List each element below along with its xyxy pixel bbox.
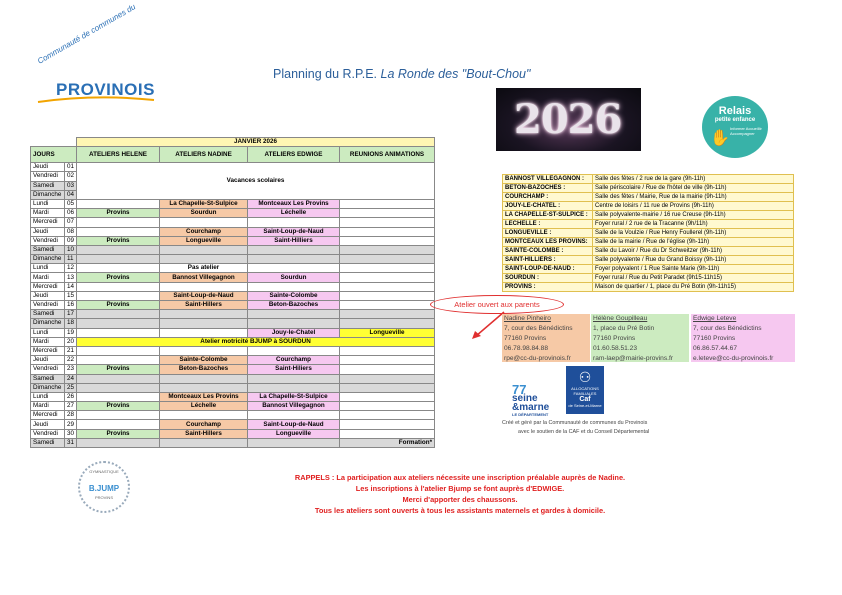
table-row (31, 163, 435, 172)
nadine-cell: Sainte-Colombe (160, 356, 248, 365)
edwige-cell: Saint-Hiliers (248, 365, 340, 374)
table-row (31, 273, 435, 282)
contact-name: Hélène Goupilleau (593, 315, 648, 322)
date-cell: 20 (65, 337, 77, 346)
rappel-line: Les inscriptions à l'atelier Bjump se font auprès d'EDWIGE. (355, 484, 565, 493)
date-cell: 12 (65, 264, 77, 273)
nadine-cell: Saint-Hillers (160, 301, 248, 310)
date-cell: 31 (65, 438, 77, 447)
address-row (503, 220, 794, 229)
helene-cell (77, 383, 160, 392)
reunion-cell (340, 227, 435, 236)
edwige-cell: Sourdun (248, 273, 340, 282)
nadine-cell (160, 374, 248, 383)
contact-edwige (691, 314, 795, 362)
nadine-cell (160, 282, 248, 291)
month-header: JANVIER 2026 (77, 138, 435, 147)
bjump-cell: Atelier motricité BJUMP à SOURDUN (77, 337, 435, 346)
helene-cell: Provins (77, 236, 160, 245)
day-cell: Lundi (31, 199, 65, 208)
header-reunions: REUNIONS ANIMATIONS (340, 147, 435, 163)
table-row (31, 319, 435, 328)
date-cell: 29 (65, 420, 77, 429)
date-cell: 16 (65, 301, 77, 310)
reunion-cell (340, 429, 435, 438)
nadine-cell: Beton-Bazoches (160, 365, 248, 374)
edwige-cell: Saint-Hilliers (248, 236, 340, 245)
day-cell: Mercredi (31, 411, 65, 420)
address-label: SOURDUN : (503, 274, 593, 283)
reunion-cell (340, 273, 435, 282)
day-cell: Jeudi (31, 420, 65, 429)
title-italic: La Ronde des "Bout-Chou" (380, 67, 531, 81)
helene-cell (77, 291, 160, 300)
nadine-cell (160, 319, 248, 328)
day-cell: Vendredi (31, 429, 65, 438)
contact-email[interactable]: ram-laep@mairie-provins.fr (593, 355, 673, 362)
table-row (31, 383, 435, 392)
planning-table (30, 137, 435, 448)
seine-num: 77 (512, 382, 527, 397)
address-row (503, 193, 794, 202)
address-label: SAINTE-COLOMBE : (503, 247, 593, 256)
parents-callout: Atelier ouvert aux parents (430, 295, 564, 314)
reunion-cell: Longueville (340, 328, 435, 337)
nadine-cell: La Chapelle-St-Sulpice (160, 199, 248, 208)
helene-cell (77, 199, 160, 208)
nadine-cell: Courchamp (160, 420, 248, 429)
address-row (503, 256, 794, 265)
address-label: LONGUEVILLE : (503, 229, 593, 238)
table-row (31, 337, 435, 346)
nadine-cell: Courchamp (160, 227, 248, 236)
addresses-table (502, 174, 794, 292)
date-cell: 06 (65, 209, 77, 218)
header-nadine: ATELIERS NADINE (160, 147, 248, 163)
reunion-cell (340, 209, 435, 218)
contact-helene (591, 314, 689, 362)
edwige-cell (248, 374, 340, 383)
reunion-cell (340, 420, 435, 429)
reunion-cell (340, 411, 435, 420)
date-cell: 24 (65, 374, 77, 383)
address-row (503, 238, 794, 247)
day-cell: Samedi (31, 438, 65, 447)
edwige-cell: Léchelle (248, 209, 340, 218)
address-label: SAINT-HILLIERS : (503, 256, 593, 265)
edwige-cell (248, 383, 340, 392)
helene-cell (77, 392, 160, 401)
day-cell: Lundi (31, 328, 65, 337)
reunion-cell (340, 365, 435, 374)
reunion-cell (340, 383, 435, 392)
helene-cell (77, 264, 160, 273)
reunion-cell (340, 374, 435, 383)
day-cell: Vendredi (31, 236, 65, 245)
edwige-cell (248, 346, 340, 355)
seine-et-marne-logo (512, 382, 564, 417)
helene-cell: Provins (77, 209, 160, 218)
caf-l3: de Seine-et-Marne (568, 403, 602, 408)
header-edwige: ATELIERS EDWIGE (248, 147, 340, 163)
bjump-bottom: PROVINS (94, 495, 113, 500)
date-cell: 08 (65, 227, 77, 236)
address-value: Salle du Lavoir / Rue du Dr Schweitzer (9h-11h) (593, 247, 794, 256)
vacances-cell: Vacances scolaires (77, 163, 435, 200)
day-cell: Mardi (31, 209, 65, 218)
date-cell: 13 (65, 273, 77, 282)
contact-addr1: 1, place du Pré Botin (593, 325, 655, 332)
edwige-cell: Saint-Loup-de-Naud (248, 227, 340, 236)
address-label: LA CHAPELLE-ST-SULPICE : (503, 211, 593, 220)
day-cell: Samedi (31, 181, 65, 190)
table-row (31, 356, 435, 365)
day-cell: Vendredi (31, 172, 65, 181)
date-cell: 05 (65, 199, 77, 208)
helene-cell: Provins (77, 365, 160, 374)
edwige-cell (248, 282, 340, 291)
edwige-cell: Longueville (248, 429, 340, 438)
address-value: Foyer rural / Rue du Petit Paradet (9h15-11h15) (593, 274, 794, 283)
nadine-cell: Saint-Loup-de-Naud (160, 291, 248, 300)
day-cell: Mardi (31, 402, 65, 411)
table-row (31, 438, 435, 447)
nadine-cell: Sourdun (160, 209, 248, 218)
date-cell: 07 (65, 218, 77, 227)
address-row (503, 265, 794, 274)
rappels-block (200, 472, 720, 516)
relais-title: Relais (718, 105, 752, 117)
day-cell: Mardi (31, 273, 65, 282)
address-value: Foyer rural / 2 rue de la Tracanne (9h/11h) (593, 220, 794, 229)
nadine-cell: Bannost Villegagnon (160, 273, 248, 282)
contact-phone: 06.78.98.84.88 (504, 345, 548, 352)
address-value: Salle polyvalente-mairie / 16 rue Creuse (9h-11h) (593, 211, 794, 220)
table-row (31, 227, 435, 236)
provinois-logo: PROVINOIS (56, 80, 155, 99)
date-cell: 02 (65, 172, 77, 181)
credit-line2: avec le soutien de la CAF et du Conseil Départemental (518, 429, 650, 435)
relais-subtitle: petite enfance (714, 117, 756, 123)
date-cell: 04 (65, 190, 77, 199)
table-row (31, 291, 435, 300)
date-cell: 21 (65, 346, 77, 355)
reunion-cell (340, 218, 435, 227)
address-label: BETON-BAZOCHES : (503, 184, 593, 193)
table-row (31, 402, 435, 411)
edwige-cell: Sainte-Colombe (248, 291, 340, 300)
reunion-cell (340, 199, 435, 208)
reunion-cell (340, 392, 435, 401)
day-cell: Mercredi (31, 346, 65, 355)
reunion-cell (340, 346, 435, 355)
table-row (31, 209, 435, 218)
helene-cell (77, 319, 160, 328)
date-cell: 17 (65, 310, 77, 319)
date-cell: 23 (65, 365, 77, 374)
contact-addr1: 7, cour des Bénédictins (693, 325, 762, 332)
day-cell: Lundi (31, 264, 65, 273)
seine-sub: LE DÉPARTEMENT (512, 412, 549, 417)
contact-email[interactable]: rpe@cc-du-provinois.fr (504, 355, 571, 362)
logo-swoosh-icon (36, 96, 156, 104)
logo-arc-text: Communauté de communes du (36, 2, 138, 66)
edwige-cell (248, 245, 340, 254)
page-title (273, 67, 530, 81)
reunion-cell (340, 402, 435, 411)
edwige-cell: Beton-Bazoches (248, 301, 340, 310)
reunion-cell (340, 301, 435, 310)
reunion-cell (340, 291, 435, 300)
table-row (31, 411, 435, 420)
helene-cell (77, 255, 160, 264)
day-cell: Dimanche (31, 190, 65, 199)
date-cell: 28 (65, 411, 77, 420)
address-row (503, 202, 794, 211)
nadine-cell (160, 328, 248, 337)
address-label: JOUY-LE-CHATEL : (503, 202, 593, 211)
helene-cell (77, 438, 160, 447)
contact-addr2: 77160 Provins (504, 335, 547, 342)
day-cell: Dimanche (31, 255, 65, 264)
family-icon: ⚇ (578, 369, 592, 385)
day-cell: Dimanche (31, 383, 65, 392)
bjump-main: B.JUMP (88, 484, 120, 493)
date-cell: 09 (65, 236, 77, 245)
day-cell: Mardi (31, 337, 65, 346)
date-cell: 22 (65, 356, 77, 365)
nadine-cell (160, 255, 248, 264)
date-cell: 26 (65, 392, 77, 401)
date-cell: 25 (65, 383, 77, 392)
address-label: LECHELLE : (503, 220, 593, 229)
day-cell: Jeudi (31, 356, 65, 365)
nadine-cell: Léchelle (160, 402, 248, 411)
date-cell: 14 (65, 282, 77, 291)
reunion-cell (340, 319, 435, 328)
seine-l1: seine (512, 393, 538, 404)
contact-email[interactable]: e.leteve@cc-du-provinois.fr (693, 355, 774, 362)
table-row (31, 282, 435, 291)
address-value: Salle polyvalente / Rue du Grand Boissy (9h-11h) (593, 256, 794, 265)
date-cell: 18 (65, 319, 77, 328)
new-year-image (496, 88, 641, 151)
address-row (503, 283, 794, 292)
edwige-cell (248, 264, 340, 273)
contact-phone: 01.60.58.51.23 (593, 345, 637, 352)
edwige-cell (248, 411, 340, 420)
day-cell: Lundi (31, 392, 65, 401)
table-row (31, 199, 435, 208)
bjump-top: GYMNASTIQUE (89, 469, 119, 474)
address-value: Salle de la mairie / Rue de l'église (9h-11h) (593, 238, 794, 247)
nadine-cell: Longueville (160, 236, 248, 245)
helene-cell (77, 420, 160, 429)
day-cell: Dimanche (31, 319, 65, 328)
day-cell: Samedi (31, 374, 65, 383)
rappel-line: Tous les ateliers sont ouverts à tous les assistants maternels et gardes à domicile. (314, 506, 606, 515)
reunion-cell (340, 310, 435, 319)
address-row (503, 274, 794, 283)
edwige-cell (248, 438, 340, 447)
edwige-cell (248, 255, 340, 264)
date-cell: 15 (65, 291, 77, 300)
date-cell: 11 (65, 255, 77, 264)
table-row (31, 328, 435, 337)
contact-addr2: 77160 Provins (593, 335, 636, 342)
nadine-cell (160, 218, 248, 227)
credit-line1: Créé et géré par la Communauté de communes du Provinois (502, 420, 648, 426)
helene-cell (77, 227, 160, 236)
day-cell: Samedi (31, 245, 65, 254)
day-cell: Samedi (31, 310, 65, 319)
edwige-cell (248, 310, 340, 319)
address-value: Salle périscolaire / Rue de l'hôtel de ville (9h-11h) (593, 184, 794, 193)
contact-name: Nadine Pinheiro (504, 315, 551, 322)
table-row (31, 374, 435, 383)
address-value: Maison de quartier / 1, place du Pré Botin (9h-11h15) (593, 283, 794, 292)
address-row (503, 184, 794, 193)
address-label: MONTCEAUX LES PROVINS: (503, 238, 593, 247)
contact-addr2: 77160 Provins (693, 335, 736, 342)
helene-cell: Provins (77, 273, 160, 282)
nadine-cell (160, 310, 248, 319)
helene-cell (77, 245, 160, 254)
reunion-cell (340, 255, 435, 264)
contact-name: Edwige Leteve (693, 315, 737, 322)
helene-cell (77, 356, 160, 365)
title-prefix: Planning du R.P.E. (273, 67, 378, 81)
seine-l2: &marne (512, 402, 550, 413)
helene-cell (77, 218, 160, 227)
address-value: Foyer polyvalent / 1 Rue Sainte Marie (9h-11h) (593, 265, 794, 274)
helene-cell (77, 282, 160, 291)
table-row (31, 310, 435, 319)
edwige-cell (248, 319, 340, 328)
edwige-cell: Jouy-le-Chatel (248, 328, 340, 337)
table-row (31, 392, 435, 401)
table-row (31, 429, 435, 438)
nadine-cell (160, 383, 248, 392)
helene-cell (77, 328, 160, 337)
table-row (31, 236, 435, 245)
day-cell: Jeudi (31, 291, 65, 300)
helene-cell (77, 346, 160, 355)
nadine-cell (160, 245, 248, 254)
edwige-cell: Saint-Loup-de-Naud (248, 420, 340, 429)
table-row (31, 365, 435, 374)
caf-logo (566, 366, 604, 414)
edwige-cell: La Chapelle-St-Sulpice (248, 392, 340, 401)
address-label: COURCHAMP : (503, 193, 593, 202)
relais-tagline: Informer Accueillir Accompagner (730, 126, 762, 136)
address-row (503, 229, 794, 238)
contact-nadine (502, 314, 590, 362)
day-cell: Vendredi (31, 365, 65, 374)
date-cell: 30 (65, 429, 77, 438)
address-label: SAINT-LOUP-DE-NAUD : (503, 265, 593, 274)
bjump-logo (78, 461, 130, 513)
nadine-cell: Montceaux Les Provins (160, 392, 248, 401)
table-row (31, 245, 435, 254)
day-cell: Vendredi (31, 301, 65, 310)
edwige-cell: Montceaux Les Provins (248, 199, 340, 208)
relais-logo (702, 96, 768, 158)
helene-cell (77, 310, 160, 319)
day-cell: Jeudi (31, 163, 65, 172)
nadine-cell (160, 438, 248, 447)
table-row (31, 218, 435, 227)
day-cell: Mercredi (31, 218, 65, 227)
edwige-cell (248, 218, 340, 227)
table-row (31, 255, 435, 264)
date-cell: 27 (65, 402, 77, 411)
address-value: Salle des fêtes / Mairie, Rue de la mairie (9h-11h) (593, 193, 794, 202)
rappel-line: RAPPELS : La participation aux ateliers nécessite une inscription préalable auprès de Nadine. (294, 473, 626, 482)
caf-l2: Caf (579, 396, 591, 403)
helene-cell: Provins (77, 402, 160, 411)
date-cell: 03 (65, 181, 77, 190)
address-value: Salle des fêtes / 2 rue de la gare (9h-11h) (593, 175, 794, 184)
address-row (503, 175, 794, 184)
address-row (503, 211, 794, 220)
caf-l1: ALLOCATIONS FAMILIALES (571, 386, 599, 396)
year-text: 2026 (514, 96, 622, 143)
contact-addr1: 7, cour des Bénédictins (504, 325, 573, 332)
table-row (31, 346, 435, 355)
address-row (503, 247, 794, 256)
nadine-cell (160, 346, 248, 355)
reunion-cell (340, 264, 435, 273)
nadine-cell (160, 411, 248, 420)
contact-phone: 06.86.57.44.67 (693, 345, 737, 352)
reunion-cell (340, 282, 435, 291)
hand-icon: ✋ (710, 130, 730, 147)
header-helene: ATELIERS HELENE (77, 147, 160, 163)
address-value: Salle de la Voulzie / Rue Henry Foullerel (9h-11h) (593, 229, 794, 238)
date-cell: 19 (65, 328, 77, 337)
helene-cell: Provins (77, 301, 160, 310)
helene-cell: Provins (77, 429, 160, 438)
table-row (31, 301, 435, 310)
helene-cell (77, 411, 160, 420)
address-value: Centre de loisirs / 11 rue de Provins (9h-11h) (593, 202, 794, 211)
header-jours: JOURS (31, 147, 77, 163)
credit-text (502, 419, 802, 437)
date-cell: 10 (65, 245, 77, 254)
edwige-cell: Bannost Villegagnon (248, 402, 340, 411)
nadine-cell: Pas atelier (160, 264, 248, 273)
date-cell: 01 (65, 163, 77, 172)
reunion-cell: Formation* (340, 438, 435, 447)
day-cell: Jeudi (31, 227, 65, 236)
nadine-cell: Saint-Hillers (160, 429, 248, 438)
helene-cell (77, 374, 160, 383)
reunion-cell (340, 236, 435, 245)
reunion-cell (340, 245, 435, 254)
table-row (31, 420, 435, 429)
address-label: BANNOST VILLEGAGNON : (503, 175, 593, 184)
reunion-cell (340, 356, 435, 365)
address-label: PROVINS : (503, 283, 593, 292)
rappel-line: Merci d'apporter des chaussons. (402, 495, 518, 504)
edwige-cell: Courchamp (248, 356, 340, 365)
day-cell: Mercredi (31, 282, 65, 291)
table-row (31, 264, 435, 273)
